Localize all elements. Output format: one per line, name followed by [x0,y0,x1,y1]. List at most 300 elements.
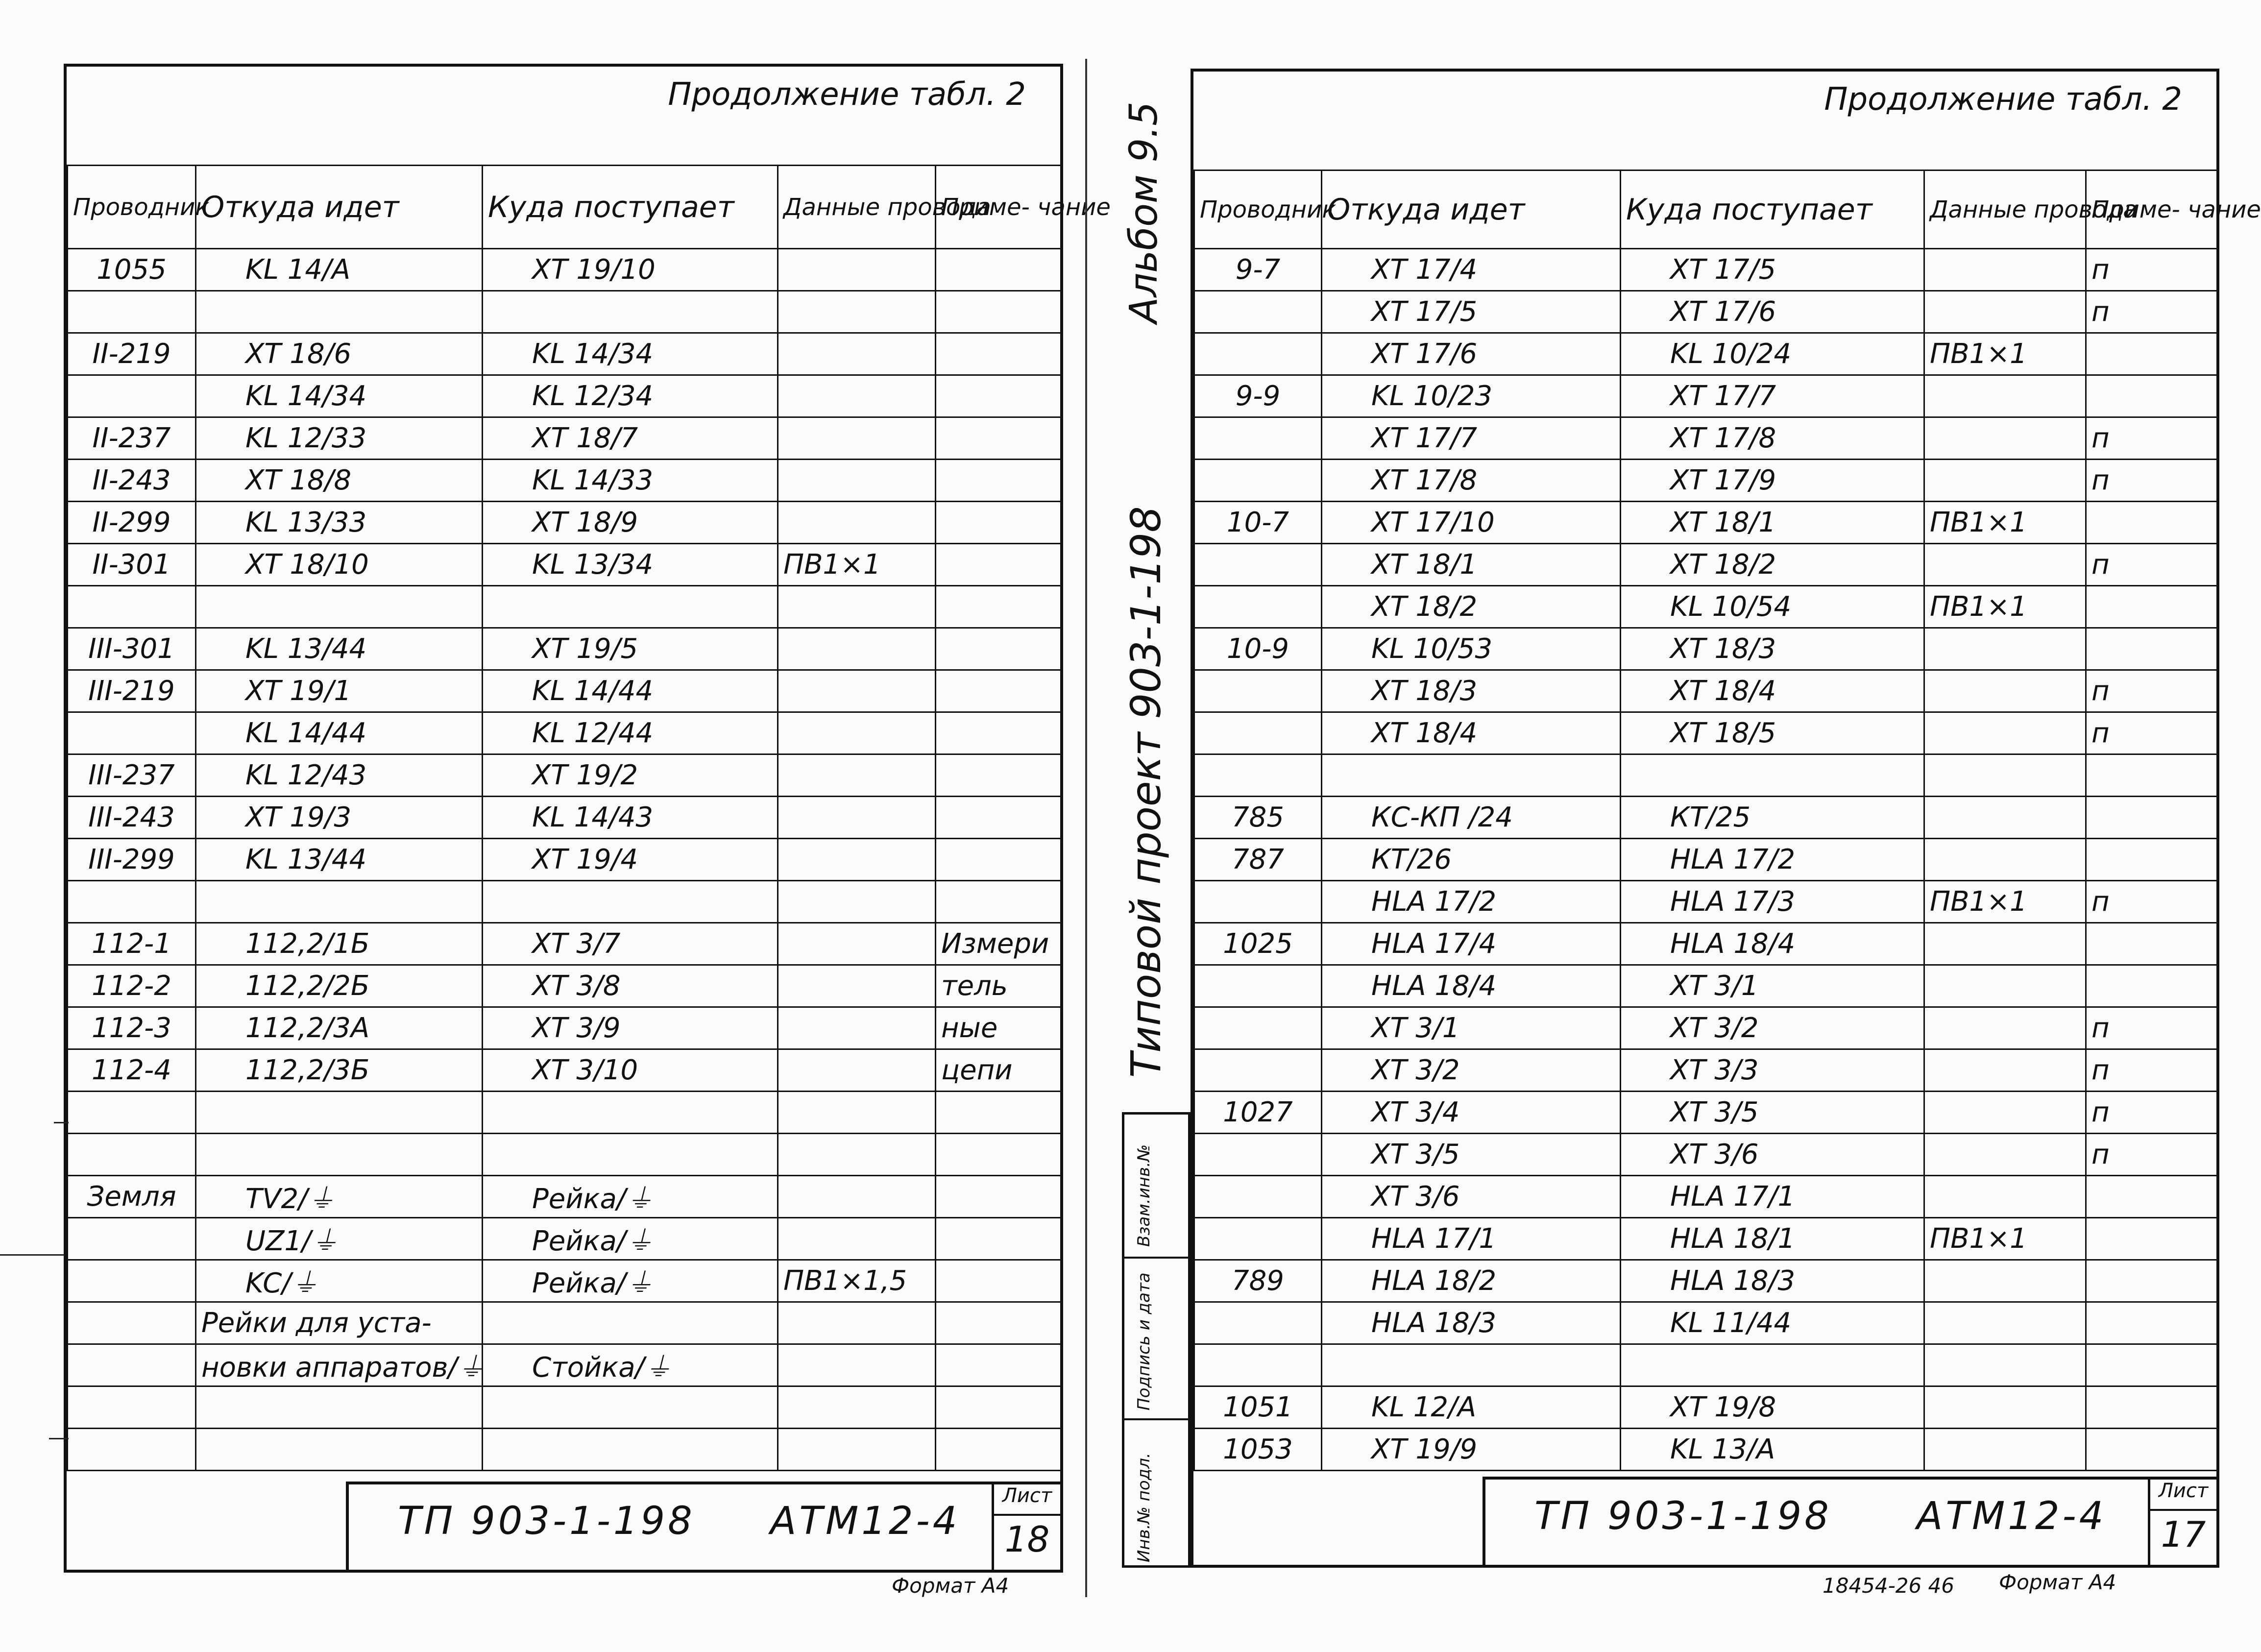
cell-from [196,1429,483,1471]
cell-conductor: 1027 [1194,1092,1322,1134]
table-row [1194,1134,2217,1176]
cell-wire-data [1924,670,2086,712]
cell-conductor [1194,1007,1322,1049]
cell-from: 112,2/3А [196,1007,483,1049]
cell-wire-data [1924,544,2086,586]
cell-to: KL 13/A [1621,1429,1924,1471]
table-row [68,502,1061,544]
table-row [68,586,1061,628]
table-row [1194,965,2217,1007]
document-code: АТМ12-4 [1917,1494,2107,1538]
cell-wire-data: ПВ1×1 [1924,1218,2086,1260]
table-row [68,375,1061,417]
table-row [1194,291,2217,333]
table-row [68,291,1061,333]
table-row [68,417,1061,460]
table-row [68,1302,1061,1344]
cell-from: XT 17/10 [1322,502,1621,544]
table-row [68,460,1061,502]
cell-to: KL 14/34 [483,333,778,375]
cell-conductor: 787 [1194,839,1322,881]
cell-note: п [2086,1134,2217,1176]
cell-from: новки аппаратов/⏚ [196,1344,483,1386]
cell-to: KL 12/44 [483,712,778,754]
cell-conductor [1194,1218,1322,1260]
cell-wire-data [1924,1134,2086,1176]
cell-conductor [68,586,196,628]
sheet-number-box [992,1484,1060,1570]
cell-wire-data [778,1007,936,1049]
table-row [68,1344,1061,1386]
table-row [68,1007,1061,1049]
cell-conductor [1194,1049,1322,1092]
cell-note: цепи [936,1049,1061,1092]
cell-from: XT 18/4 [1322,712,1621,754]
table-row [1194,797,2217,839]
table-row [1194,333,2217,375]
cell-wire-data [778,1049,936,1092]
cell-to: HLA 18/1 [1621,1218,1924,1260]
cell-note [2086,1218,2217,1260]
cell-wire-data: ПВ1×1 [778,544,936,586]
cell-wire-data [778,417,936,460]
cell-from [1322,1344,1621,1386]
cell-to: Стойка/⏚ [483,1344,778,1386]
cell-from: XT 19/9 [1322,1429,1621,1471]
table-row [68,1092,1061,1134]
cell-note: п [2086,249,2217,291]
title-block [1483,1477,2216,1565]
table-row [1194,1302,2217,1344]
cell-note [2086,965,2217,1007]
cell-note [936,1176,1061,1218]
table-row [68,839,1061,881]
cell-conductor [1194,712,1322,754]
cell-note [936,1218,1061,1260]
cell-wire-data [1924,628,2086,670]
cell-to: KL 11/44 [1621,1302,1924,1344]
cell-from: KL 14/A [196,249,483,291]
cell-wire-data [1924,1176,2086,1218]
cell-to: XT 3/1 [1621,965,1924,1007]
cell-wire-data [778,754,936,797]
cell-to: XT 17/9 [1621,460,1924,502]
cell-from: HLA 18/3 [1322,1302,1621,1344]
table-row [1194,1007,2217,1049]
cell-to: HLA 18/4 [1621,923,1924,965]
strip-label-signature: Подпись и дата [1134,1272,1154,1410]
cell-conductor [68,881,196,923]
cell-conductor [68,375,196,417]
table-row [1194,839,2217,881]
table-row [1194,502,2217,544]
cell-to: XT 3/10 [483,1049,778,1092]
cell-to: XT 3/2 [1621,1007,1924,1049]
table-row [68,1260,1061,1302]
cell-from: TV2/⏚ [196,1176,483,1218]
cell-from: XT 18/2 [1322,586,1621,628]
cell-wire-data [778,1429,936,1471]
cell-to: XT 18/9 [483,502,778,544]
cell-to: XT 18/3 [1621,628,1924,670]
cell-conductor [1194,544,1322,586]
cell-from [196,1134,483,1176]
cell-conductor [1194,333,1322,375]
cell-note: п [2086,1049,2217,1092]
cell-note [2086,1429,2217,1471]
cell-wire-data [778,333,936,375]
cell-conductor [68,712,196,754]
cell-wire-data [1924,291,2086,333]
table-row [1194,628,2217,670]
cell-note: п [2086,712,2217,754]
cell-wire-data [1924,1429,2086,1471]
cell-from: 112,2/2Б [196,965,483,1007]
table-row [68,628,1061,670]
cell-wire-data [1924,1302,2086,1344]
cell-conductor [1194,1302,1322,1344]
cell-to: XT 3/5 [1621,1092,1924,1134]
cell-to [483,1134,778,1176]
cell-note [936,754,1061,797]
cell-from: HLA 17/2 [1322,881,1621,923]
col-header-conductor: Проводник [1194,170,1322,249]
cell-conductor: II-301 [68,544,196,586]
cell-to: XT 18/1 [1621,502,1924,544]
table-row [68,923,1061,965]
cell-conductor [1194,586,1322,628]
edge-mark [0,1254,64,1256]
cell-to: XT 19/5 [483,628,778,670]
project-code: ТП 903-1-198 [1534,1494,1832,1538]
cell-from: XT 19/1 [196,670,483,712]
cell-note [936,1429,1061,1471]
table-row [1194,1386,2217,1429]
cell-note [936,502,1061,544]
cell-from: KC/⏚ [196,1260,483,1302]
cell-from [196,291,483,333]
table-row [1194,1260,2217,1302]
cell-from: HLA 17/1 [1322,1218,1621,1260]
table-row [1194,712,2217,754]
table-row [68,670,1061,712]
cell-wire-data [1924,965,2086,1007]
col-header-wire: Данные провода [1924,170,2086,249]
cell-to [483,1092,778,1134]
cell-conductor: 1055 [68,249,196,291]
cell-to: XT 19/2 [483,754,778,797]
cell-from [196,1386,483,1429]
cell-to: KL 14/44 [483,670,778,712]
table-row [1194,586,2217,628]
continuation-label: Продолжение табл. 2 [668,76,1026,113]
cell-to: XT 19/10 [483,249,778,291]
cell-from: XT 17/4 [1322,249,1621,291]
cell-conductor [68,1260,196,1302]
table-row [1194,881,2217,923]
cell-from [196,586,483,628]
cell-from: XT 3/5 [1322,1134,1621,1176]
cell-to: XT 18/2 [1621,544,1924,586]
cell-to: KL 13/34 [483,544,778,586]
cell-note [2086,923,2217,965]
cell-note [936,881,1061,923]
cell-wire-data: ПВ1×1 [1924,881,2086,923]
cell-conductor [68,291,196,333]
cell-from: 112,2/3Б [196,1049,483,1092]
cell-from: HLA 18/4 [1322,965,1621,1007]
cell-to: HLA 17/1 [1621,1176,1924,1218]
cell-wire-data [1924,1049,2086,1092]
cell-wire-data [778,1134,936,1176]
cell-conductor [1194,965,1322,1007]
cell-to: KL 10/24 [1621,333,1924,375]
cell-wire-data [778,965,936,1007]
cell-wire-data [778,1302,936,1344]
cell-wire-data: ПВ1×1 [1924,502,2086,544]
cell-to: XT 19/4 [483,839,778,881]
cell-from: XT 18/6 [196,333,483,375]
cell-note: п [2086,460,2217,502]
cell-note: Измери [936,923,1061,965]
cell-wire-data [778,797,936,839]
cell-from: XT 3/1 [1322,1007,1621,1049]
cell-note [936,586,1061,628]
strip-label-inventory: Инв.№ подл. [1134,1453,1154,1562]
col-header-wire: Данные провода [778,166,936,249]
cell-note [2086,1302,2217,1344]
cell-to [483,586,778,628]
cell-conductor [1194,460,1322,502]
cell-from: XT 17/8 [1322,460,1621,502]
cell-note: п [2086,1092,2217,1134]
col-header-from: Откуда идет [1322,170,1621,249]
table-row [1194,1218,2217,1260]
cell-from: KL 13/44 [196,628,483,670]
cell-wire-data [778,881,936,923]
cell-note: п [2086,544,2217,586]
cell-to: XT 17/5 [1621,249,1924,291]
cell-note [936,1092,1061,1134]
cell-wire-data [1924,839,2086,881]
cell-to: КТ/25 [1621,797,1924,839]
cell-from: UZ1/⏚ [196,1218,483,1260]
cell-note [936,839,1061,881]
cell-conductor: 789 [1194,1260,1322,1302]
cell-from: XT 3/6 [1322,1176,1621,1218]
table-row [1194,460,2217,502]
cell-wire-data [1924,460,2086,502]
cell-conductor [1194,881,1322,923]
cell-conductor: II-299 [68,502,196,544]
project-code: ТП 903-1-198 [398,1499,695,1543]
table-row [1194,754,2217,797]
cell-conductor [1194,1134,1322,1176]
col-header-note: Приме- чание [2086,170,2217,249]
table-row [68,881,1061,923]
strip-label-replace: Взам.инв.№ [1134,1144,1154,1247]
cell-note [2086,839,2217,881]
table-row [68,1049,1061,1092]
cell-wire-data [1924,1386,2086,1429]
sheet-number: 18 [1004,1519,1050,1560]
table-row [68,1134,1061,1176]
cell-from: XT 18/1 [1322,544,1621,586]
cell-note [2086,628,2217,670]
cell-from: XT 18/8 [196,460,483,502]
cell-conductor: 10-9 [1194,628,1322,670]
cell-to: HLA 17/3 [1621,881,1924,923]
document-code: АТМ12-4 [770,1499,960,1543]
cell-to [1621,754,1924,797]
cell-note [936,1344,1061,1386]
cell-conductor: 1051 [1194,1386,1322,1429]
cell-note [936,291,1061,333]
cell-conductor: 9-7 [1194,249,1322,291]
format-label: Формат А4 [892,1574,1009,1598]
cell-to: HLA 17/2 [1621,839,1924,881]
cell-conductor [68,1344,196,1386]
cell-to: HLA 18/3 [1621,1260,1924,1302]
cell-conductor: III-237 [68,754,196,797]
cell-conductor: 112-4 [68,1049,196,1092]
cell-conductor: III-243 [68,797,196,839]
cell-from: KL 13/33 [196,502,483,544]
cell-wire-data: ПВ1×1 [1924,586,2086,628]
cell-note [936,1260,1061,1302]
cell-wire-data [1924,1007,2086,1049]
cell-from: KL 12/33 [196,417,483,460]
table-row [68,965,1061,1007]
table-row [68,1176,1061,1218]
col-header-to: Куда поступает [483,166,778,249]
cell-to: XT 18/5 [1621,712,1924,754]
col-header-to: Куда поступает [1621,170,1924,249]
cell-from: КТ/26 [1322,839,1621,881]
cell-note [936,460,1061,502]
sheet-label: Лист [994,1484,1060,1516]
cell-note: п [2086,1007,2217,1049]
cell-wire-data [1924,1260,2086,1302]
cell-note [2086,1176,2217,1218]
cell-from: XT 3/2 [1322,1049,1621,1092]
cell-from: KL 10/23 [1322,375,1621,417]
cell-conductor: 10-7 [1194,502,1322,544]
sheet-number-box [2148,1480,2216,1565]
cell-to [483,1302,778,1344]
cell-conductor [1194,291,1322,333]
cell-note: ные [936,1007,1061,1049]
cell-from: 112,2/1Б [196,923,483,965]
cell-to: KL 12/34 [483,375,778,417]
cell-from [196,1092,483,1134]
cell-conductor [68,1386,196,1429]
cell-from: KL 12/43 [196,754,483,797]
edge-mark [54,1122,69,1123]
cell-wire-data [778,460,936,502]
left-sheet [64,64,1111,1573]
cell-conductor [68,1134,196,1176]
cell-from: HLA 17/4 [1322,923,1621,965]
cell-wire-data [778,502,936,544]
cell-note [936,670,1061,712]
cell-to [483,1429,778,1471]
cell-to: XT 18/7 [483,417,778,460]
wiring-table-left [67,165,1111,1471]
cell-to: XT 17/8 [1621,417,1924,460]
table-row [1194,1176,2217,1218]
cell-to: KL 10/54 [1621,586,1924,628]
cell-to: XT 3/6 [1621,1134,1924,1176]
cell-wire-data: ПВ1×1 [1924,333,2086,375]
cell-note [2086,1344,2217,1386]
cell-conductor: 112-3 [68,1007,196,1049]
fold-line [1085,59,1087,1597]
table-row [68,249,1061,291]
cell-note [936,333,1061,375]
cell-from: KL 13/44 [196,839,483,881]
cell-conductor [1194,417,1322,460]
cell-note [936,417,1061,460]
cell-to: Рейка/⏚ [483,1218,778,1260]
cell-note: п [2086,670,2217,712]
cell-wire-data [1924,1344,2086,1386]
cell-note: тель [936,965,1061,1007]
table-row [68,1429,1061,1471]
continuation-label: Продолжение табл. 2 [1824,81,2182,118]
sheet-number: 17 [2161,1514,2206,1555]
table-row [1194,544,2217,586]
cell-wire-data [778,375,936,417]
cell-to: XT 3/7 [483,923,778,965]
binding-strip [1122,1112,1191,1568]
cell-note [2086,797,2217,839]
table-row [1194,249,2217,291]
cell-wire-data [1924,712,2086,754]
cell-from [196,881,483,923]
cell-note [936,544,1061,586]
table-row [1194,417,2217,460]
wiring-table-right [1193,170,2261,1471]
cell-wire-data [778,712,936,754]
cell-wire-data [778,586,936,628]
cell-from: XT 18/3 [1322,670,1621,712]
cell-wire-data [778,628,936,670]
cell-wire-data [1924,249,2086,291]
table-row [68,797,1061,839]
cell-note [2086,375,2217,417]
cell-note: п [2086,881,2217,923]
cell-to: XT 18/4 [1621,670,1924,712]
album-label: Альбом 9.5 [1122,101,1166,323]
cell-from: KL 14/44 [196,712,483,754]
cell-from: XT 3/4 [1322,1092,1621,1134]
cell-note [2086,1386,2217,1429]
cell-to: XT 17/7 [1621,375,1924,417]
cell-to [1621,1344,1924,1386]
cell-to: XT 3/8 [483,965,778,1007]
cell-conductor [1194,754,1322,797]
cell-conductor: III-219 [68,670,196,712]
sheet-label: Лист [2150,1480,2216,1511]
cell-wire-data [1924,1092,2086,1134]
cell-to: KL 14/43 [483,797,778,839]
cell-note [936,712,1061,754]
cell-from: HLA 18/2 [1322,1260,1621,1302]
cell-from [1322,754,1621,797]
cell-conductor [1194,670,1322,712]
cell-from: XT 19/3 [196,797,483,839]
